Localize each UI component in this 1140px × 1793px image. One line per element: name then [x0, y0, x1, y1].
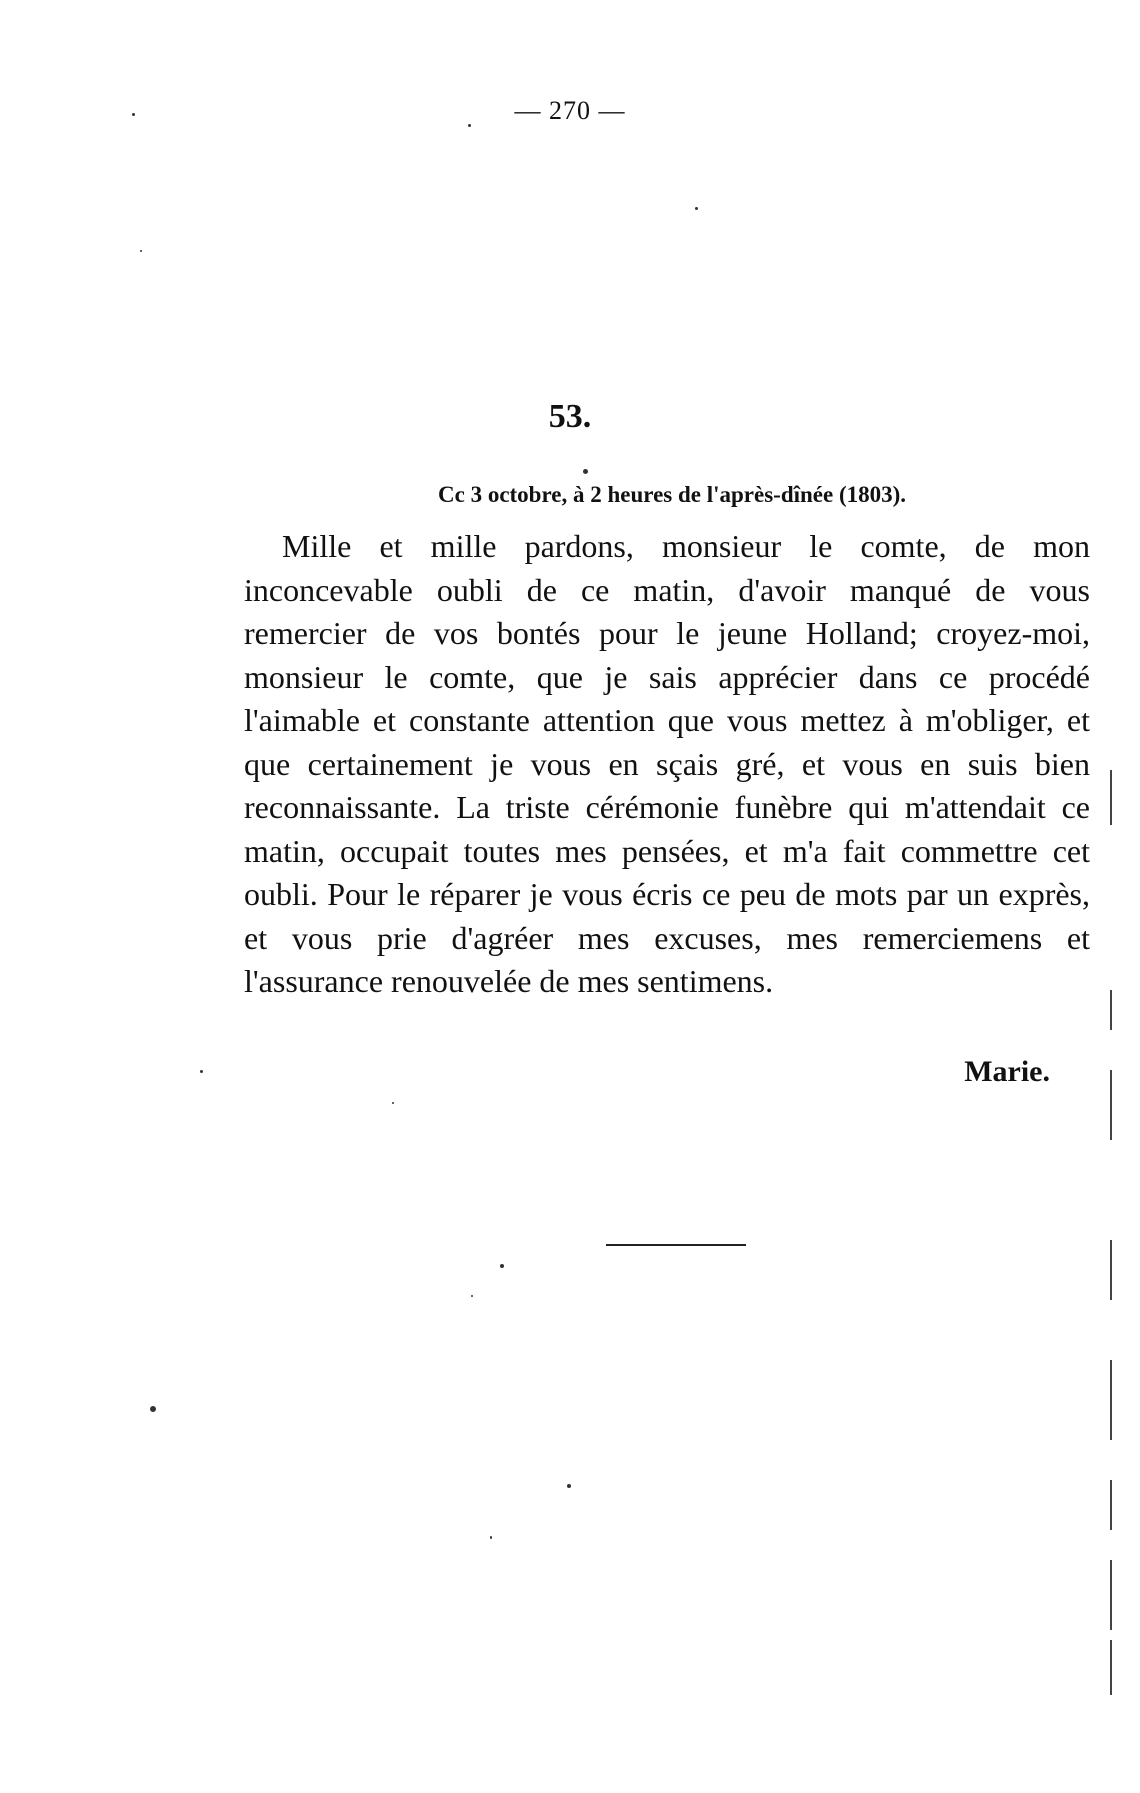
page-edge-mark — [1110, 990, 1112, 1030]
scan-speck — [567, 1484, 571, 1488]
scan-speck — [140, 250, 142, 252]
page-edge-mark — [1110, 1480, 1112, 1530]
page-edge-mark — [1110, 1360, 1112, 1440]
scan-speck — [468, 124, 471, 127]
scan-speck — [490, 1536, 492, 1539]
page-edge-mark — [1110, 1240, 1112, 1300]
scan-speck — [392, 1102, 394, 1104]
page-edge-mark — [1110, 770, 1112, 825]
scan-speck — [471, 1295, 473, 1297]
scan-speck — [132, 113, 135, 116]
page-edge-mark — [1110, 1070, 1112, 1140]
letter-number-heading: 53. — [548, 398, 592, 435]
letter-dateline: Cc 3 octobre, à 2 heures de l'après-dînée (1803). — [438, 482, 907, 507]
scan-speck — [583, 469, 588, 474]
page-edge-mark — [1110, 1560, 1112, 1630]
end-of-letter-rule — [606, 1244, 746, 1246]
scan-speck — [150, 1406, 156, 1412]
page-edge-mark — [1110, 1640, 1112, 1695]
scan-speck — [500, 1264, 504, 1268]
page-number: — 270 — — [514, 96, 626, 125]
letter-signature: Marie. — [964, 1055, 1050, 1088]
scan-speck — [695, 207, 698, 210]
letter-body-paragraph: Mille et mille pardons, monsieur le comte, de mon inconcevable oubli de ce matin, d'avoir manqué de vous remercier de vos bontés pour le jeune Holland; croyez-moi, monsieur le comte, que je sais apprécier dans ce procédé l'aimable et constante attention que vous mettez à m'obliger, et que certainement je vous en sçais gré, et vous en suis bien reconnaissante. La triste cérémonie funèbre qui m'attendait ce matin, occupait toutes mes pensées, et m'a fait commettre cet oubli. Pour le réparer je vous écris ce peu de mots par un exprès, et vous prie d'agréer mes excuses, mes remerciemens et l'assurance renouvelée de mes sentimens. — [244, 528, 1090, 999]
scan-speck — [200, 1070, 203, 1073]
